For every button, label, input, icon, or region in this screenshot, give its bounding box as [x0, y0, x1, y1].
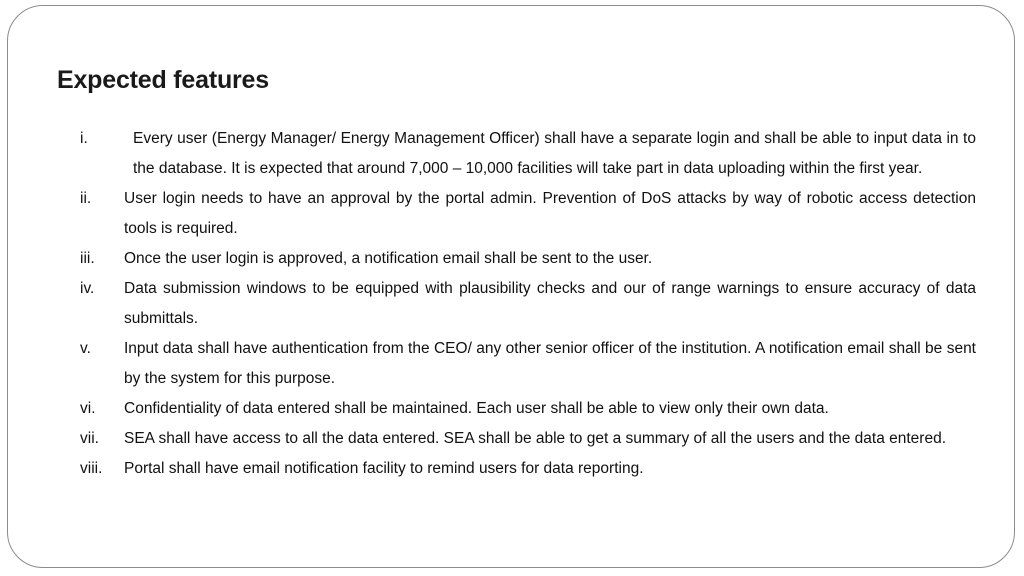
list-item: [73, 454, 976, 484]
list-item-text: Every user (Energy Manager/ Energy Management Officer) shall have a separate login and shall be able to input data in to the database. It is expected that around 7,000 – 10,000 facilities will take part in data uploading within the first year.: [133, 130, 976, 177]
list-item-text: Portal shall have email notification facility to remind users for data reporting.: [124, 460, 644, 477]
list-item-number: iii.: [80, 250, 95, 267]
list-item: [73, 244, 976, 274]
feature-list: [73, 124, 976, 484]
list-item-number: vii.: [80, 430, 99, 447]
list-item-number: i.: [80, 130, 88, 147]
list-item: [73, 334, 976, 394]
list-item-text: SEA shall have access to all the data entered. SEA shall be able to get a summary of all the users and the data entered.: [124, 430, 947, 447]
list-item: [73, 184, 976, 244]
list-item: [73, 424, 976, 454]
list-item-text: Input data shall have authentication from the CEO/ any other senior officer of the institution. A notification email shall be sent by the system for this purpose.: [124, 340, 976, 387]
list-item: [73, 274, 976, 334]
list-item-number: viii.: [80, 460, 103, 477]
list-item-number: ii.: [80, 190, 92, 207]
slide: [7, 5, 1015, 568]
list-item-text: User login needs to have an approval by the portal admin. Prevention of DoS attacks by way of robotic access detection tools is required.: [124, 190, 976, 237]
list-item-text: Data submission windows to be equipped with plausibility checks and our of range warnings to ensure accuracy of data submittals.: [124, 280, 976, 327]
list-item: [73, 124, 976, 184]
list-item-number: iv.: [80, 280, 95, 297]
list-item-text: Confidentiality of data entered shall be maintained. Each user shall be able to view only their own data.: [124, 400, 829, 417]
list-item-number: vi.: [80, 400, 96, 417]
list-item: [73, 394, 976, 424]
slide-title: Expected features: [57, 66, 269, 94]
list-item-number: v.: [80, 340, 91, 357]
list-item-text: Once the user login is approved, a notification email shall be sent to the user.: [124, 250, 653, 267]
